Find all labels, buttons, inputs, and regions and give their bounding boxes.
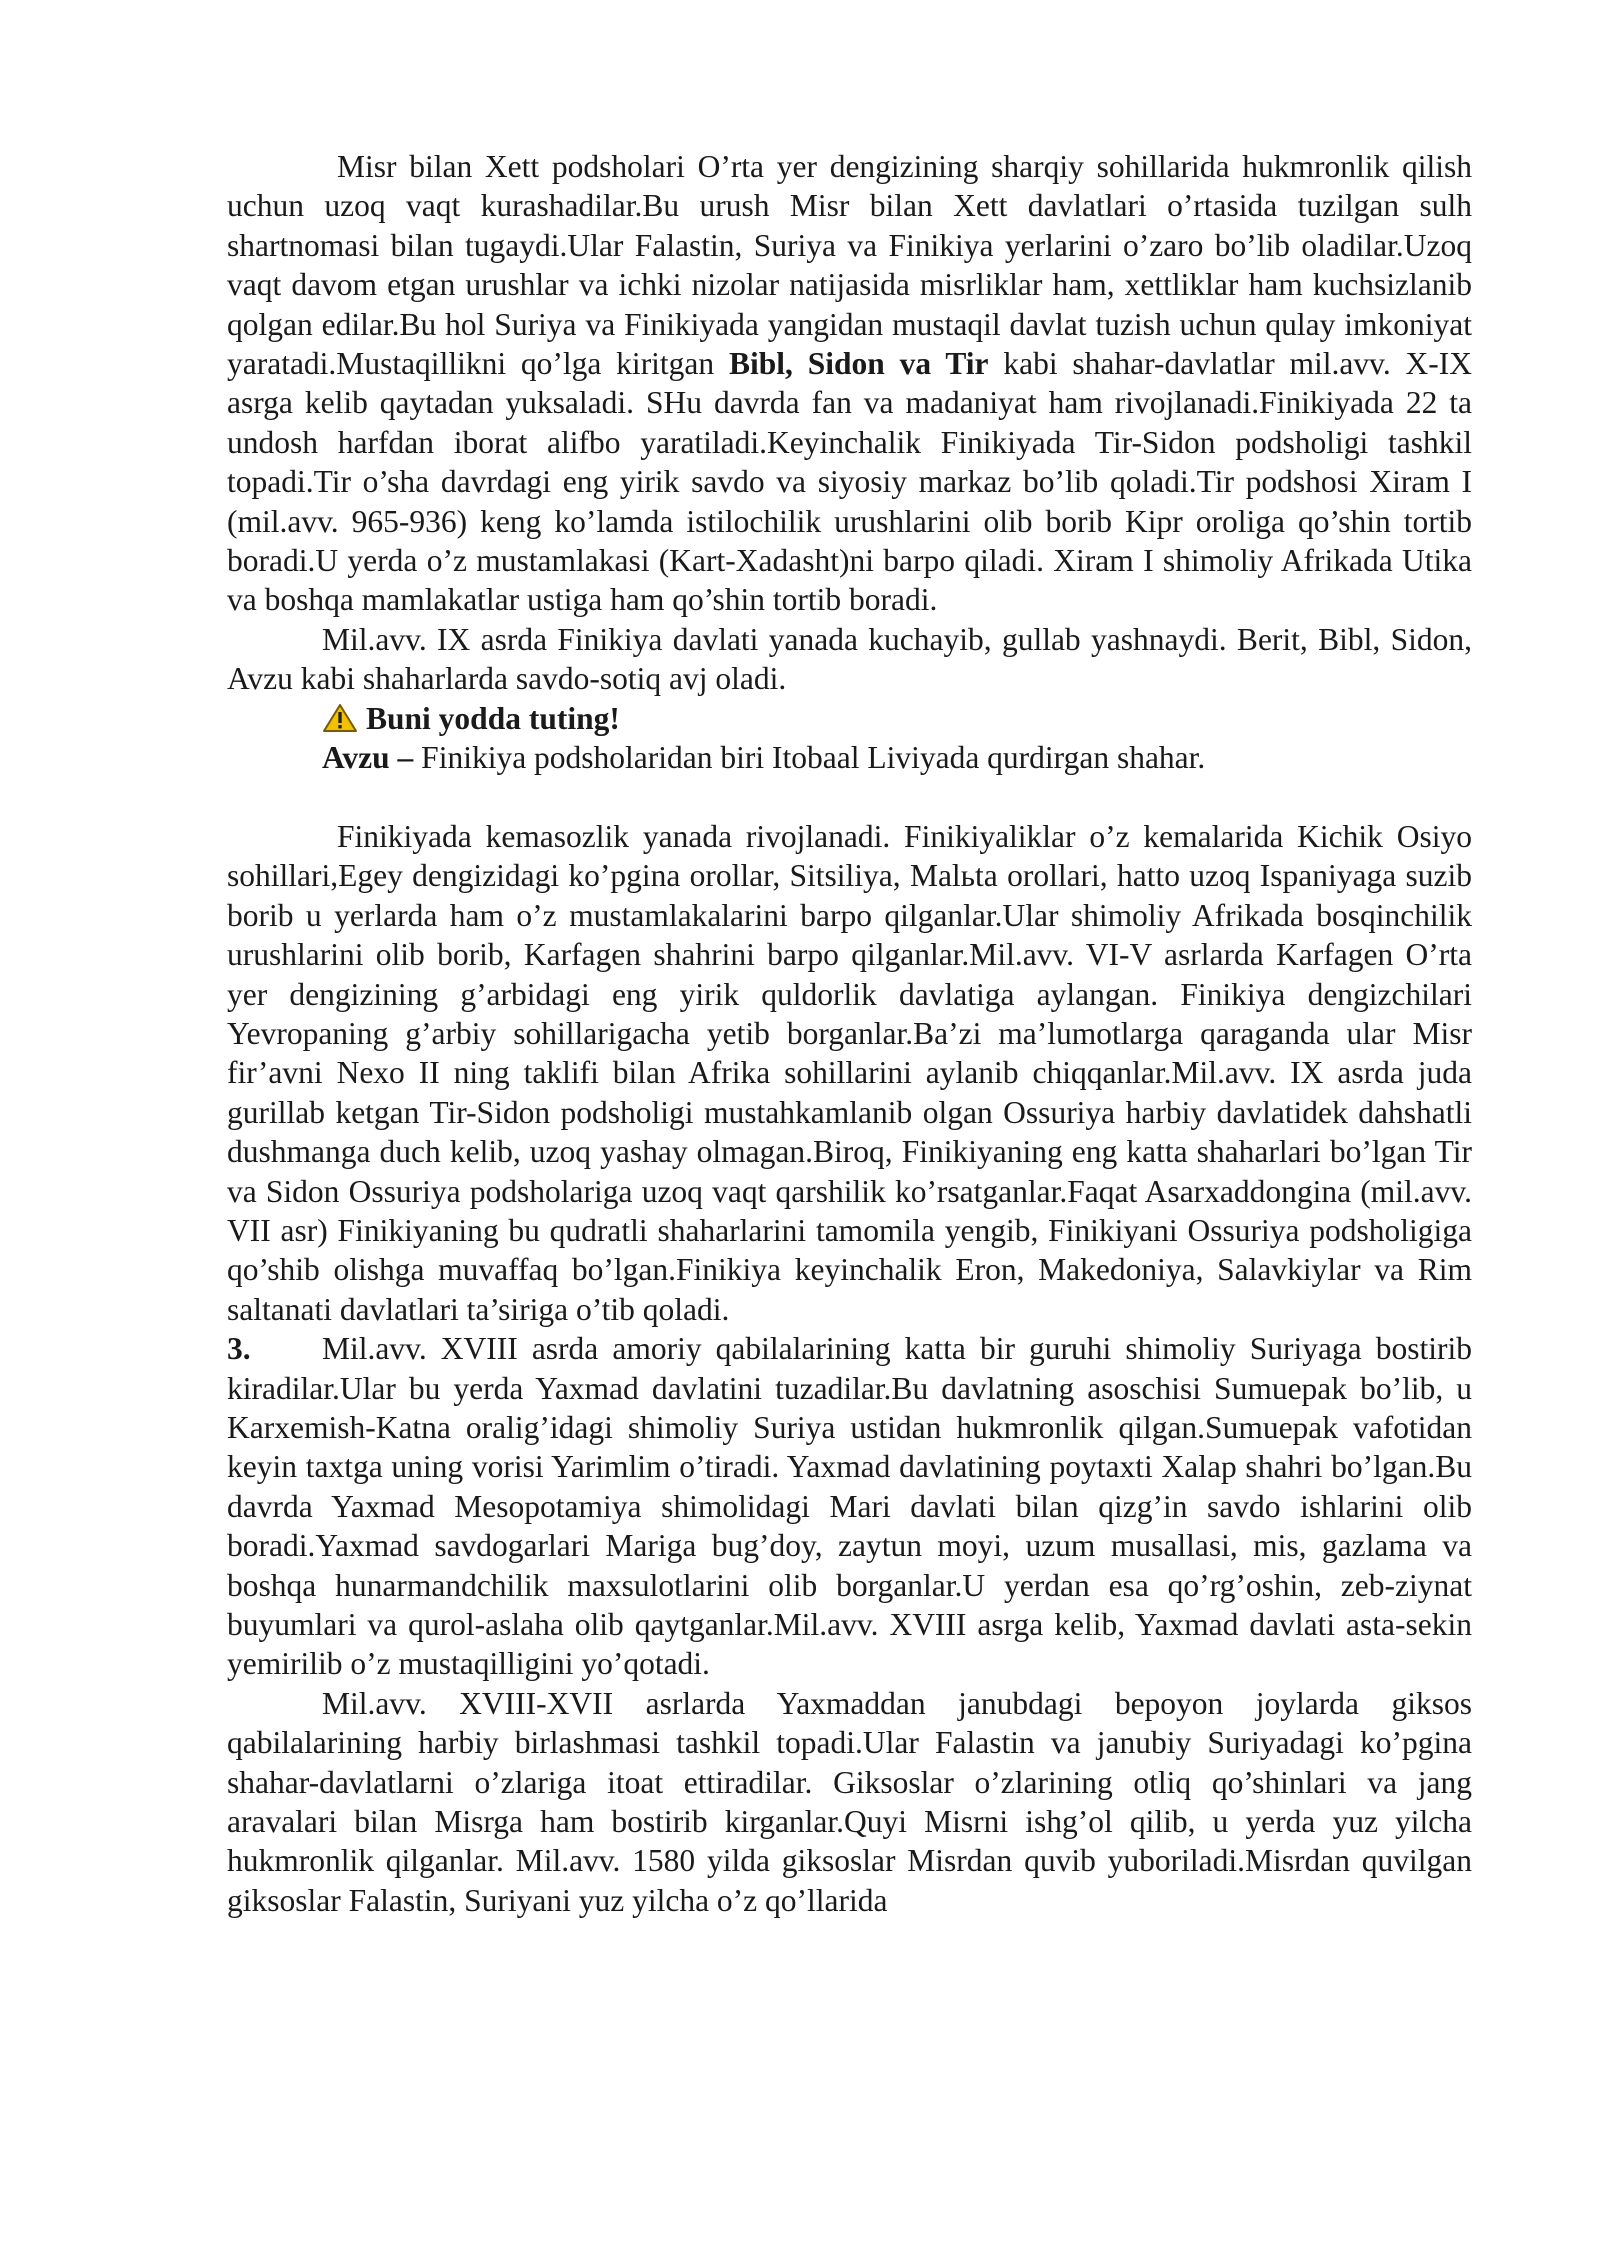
paragraph-text: Misr bilan Xett podsholari O’rta yer dengizining sharqiy sohillarida hukmronlik qilish uchun uzoq vaqt kurashadilar.Bu urush Misr bilan Xett davlatlari o’rtasida tuzilgan sulh shartnomasi bilan tugaydi.Ular Falastin, Suriya va Finikiya yerlarini o’zaro bo’lib oladilar.Uzoq vaqt davom etgan urushlar va ichki nizolar natijasida misrliklar ham, xettliklar ham kuchsizlanib qolgan edilar.Bu hol Suriya va Finikiyada yangidan mustaqil davlat tuzish uchun qulay imkoniyat yaratadi.Mustaqillikni qo’lga kiritgan	[227, 149, 1472, 382]
blank-line	[227, 778, 1472, 817]
note-heading	[227, 699, 1472, 738]
paragraph-kemasozlik: Finikiyada kemasozlik yanada rivojlanadi. Finikiyaliklar o’z kemalarida Kichik Osiyo sohillari,Egey dengizidagi ko’pgina orollar, Sitsiliya, Malьta orollari, hatto uzoq Ispaniyaga suzib borib u yerlarda ham o’z mustamlakalarini barpo qilganlar.Ular shimoliy Afrikada bosqinchilik urushlarini olib borib, Karfagen shahrini barpo qilganlar.Mil.avv. VI-V asrlarda Karfagen O’rta yer dengizining g’arbidagi eng yirik quldorlik davlatiga aylangan. Finikiya dengizchilari Yevropaning g’arbiy sohillarigacha yetib borganlar.Ba’zi ma’lumotlarga qaraganda ular Misr fir’avni Nexo II ning taklifi bilan Afrika sohillarini aylanib chiqqanlar.Mil.avv. IX asrda juda gurillab ketgan Tir-Sidon podsholigi mustahkamlanib olgan Ossuriya harbiy davlatidek dahshatli dushmanga duch kelib, uzoq yashay olmagan.Biroq, Finikiyaning eng katta shaharlari bo’lgan Tir va Sidon Ossuriya podsholariga uzoq vaqt qarshilik ko’rsatganlar.Faqat Asarxaddongina (mil.avv. VII asr) Finikiyaning bu qudratli shaharlarini tamomila yengib, Finikiyani Ossuriya podsholigiga qo’shib olishga muvaffaq bo’lgan.Finikiya keyinchalik Eron, Makedoniya, Salavkiylar va Rim saltanati davlatlari ta’siriga o’tib qoladi.	[227, 818, 1472, 1327]
paragraph-section-3	[227, 1329, 1472, 1684]
note-definition-text: Finikiya podsholaridan biri Itobaal Liviyada qurdirgan shahar.	[413, 740, 1206, 776]
note-definition	[227, 738, 1472, 777]
note-title: Buni yodda tuting!	[366, 700, 620, 736]
paragraph-giksoslar: Mil.avv. XVIII-XVII asrlarda Yaxmaddan janubdagi bepoyon joylarda giksos qabilalarining harbiy birlashmasi tashkil topadi.Ular Falastin va janubiy Suriyadagi ko’pgina shahar-davlatlarni o’zlariga itoat ettiradilar. Giksoslar o’zlarining otliq qo’shinlari va jang aravalari bilan Misrga ham bostirib kirganlar.Quyi Misrni ishg’ol qilib, u yerda yuz yilcha hukmronlik qilganlar. Mil.avv. 1580 yilda giksoslar Misrdan quvib yuboriladi.Misrdan quvilgan giksoslar Falastin, Suriyani yuz yilcha o’z qo’llarida	[227, 1685, 1472, 1918]
paragraph-misr-xett	[227, 147, 1472, 620]
paragraph-text: kabi shahar-davlatlar mil.avv. X-IX asrga kelib qaytadan yuksaladi. SHu davrda fan va madaniyat ham rivojlanadi.Finikiyada 22 ta undosh harfdan iborat alifbo yaratiladi.Keyinchalik Finikiyada Tir-Sidon podsholigi tashkil topadi.Tir o’sha davrdagi eng yirik savdo va siyosiy markaz bo’lib qoladi.Tir podshosi Xiram I (mil.avv. 965-936) keng ko’lamda istilochilik urushlarini olib borib Kipr oroliga qo’shin tortib boradi.U yerda o’z mustamlakasi (Kart-Xadasht)ni barpo qiladi. Xiram I shimoliy Afrikada Utika va boshqa mamlakatlar ustiga ham qo’shin tortib boradi.	[227, 346, 1472, 618]
section-number: 3.	[227, 1331, 251, 1367]
warning-icon	[322, 703, 358, 733]
document-page	[227, 147, 1472, 1920]
paragraph-text: Mil.avv. XVIII asrda amoriy qabilalarining katta bir guruhi shimoliy Suriyaga bostirib kiradilar.Ular bu yerda Yaxmad davlatini tuzadilar.Bu davlatning asoschisi Sumuepak bo’lib, u Karxemish-Katna oralig’idagi shimoliy Suriya ustidan hukmronlik qilgan.Sumuepak vafotidan keyin taxtga uning vorisi Yarimlim o’tiradi. Yaxmad davlatining poytaxti Xalap shahri bo’lgan.Bu davrda Yaxmad Mesopotamiya shimolidagi Mari davlati bilan qizg’in savdo ishlarini olib boradi.Yaxmad savdogarlari Mariga bug’doy, zaytun moyi, uzum musallasi, mis, gazlama va boshqa hunarmandchilik maxsulotlarini olib borganlar.U yerdan esa qo’rg’oshin, zeb-ziynat buyumlari va qurol-aslaha olib qaytganlar.Mil.avv. XVIII asrga kelib, Yaxmad davlati asta-sekin yemirilib o’z mustaqilligini yo’qotadi.	[227, 1331, 1472, 1682]
note-term: Avzu –	[322, 740, 414, 776]
paragraph-ix-asr: Mil.avv. IX asrda Finikiya davlati yanada kuchayib, gullab yashnaydi. Berit, Bibl, Sidon, Avzu kabi shaharlarda savdo-sotiq avj oladi.	[227, 621, 1472, 697]
bold-city-names: Bibl, Sidon va Tir	[729, 346, 989, 382]
